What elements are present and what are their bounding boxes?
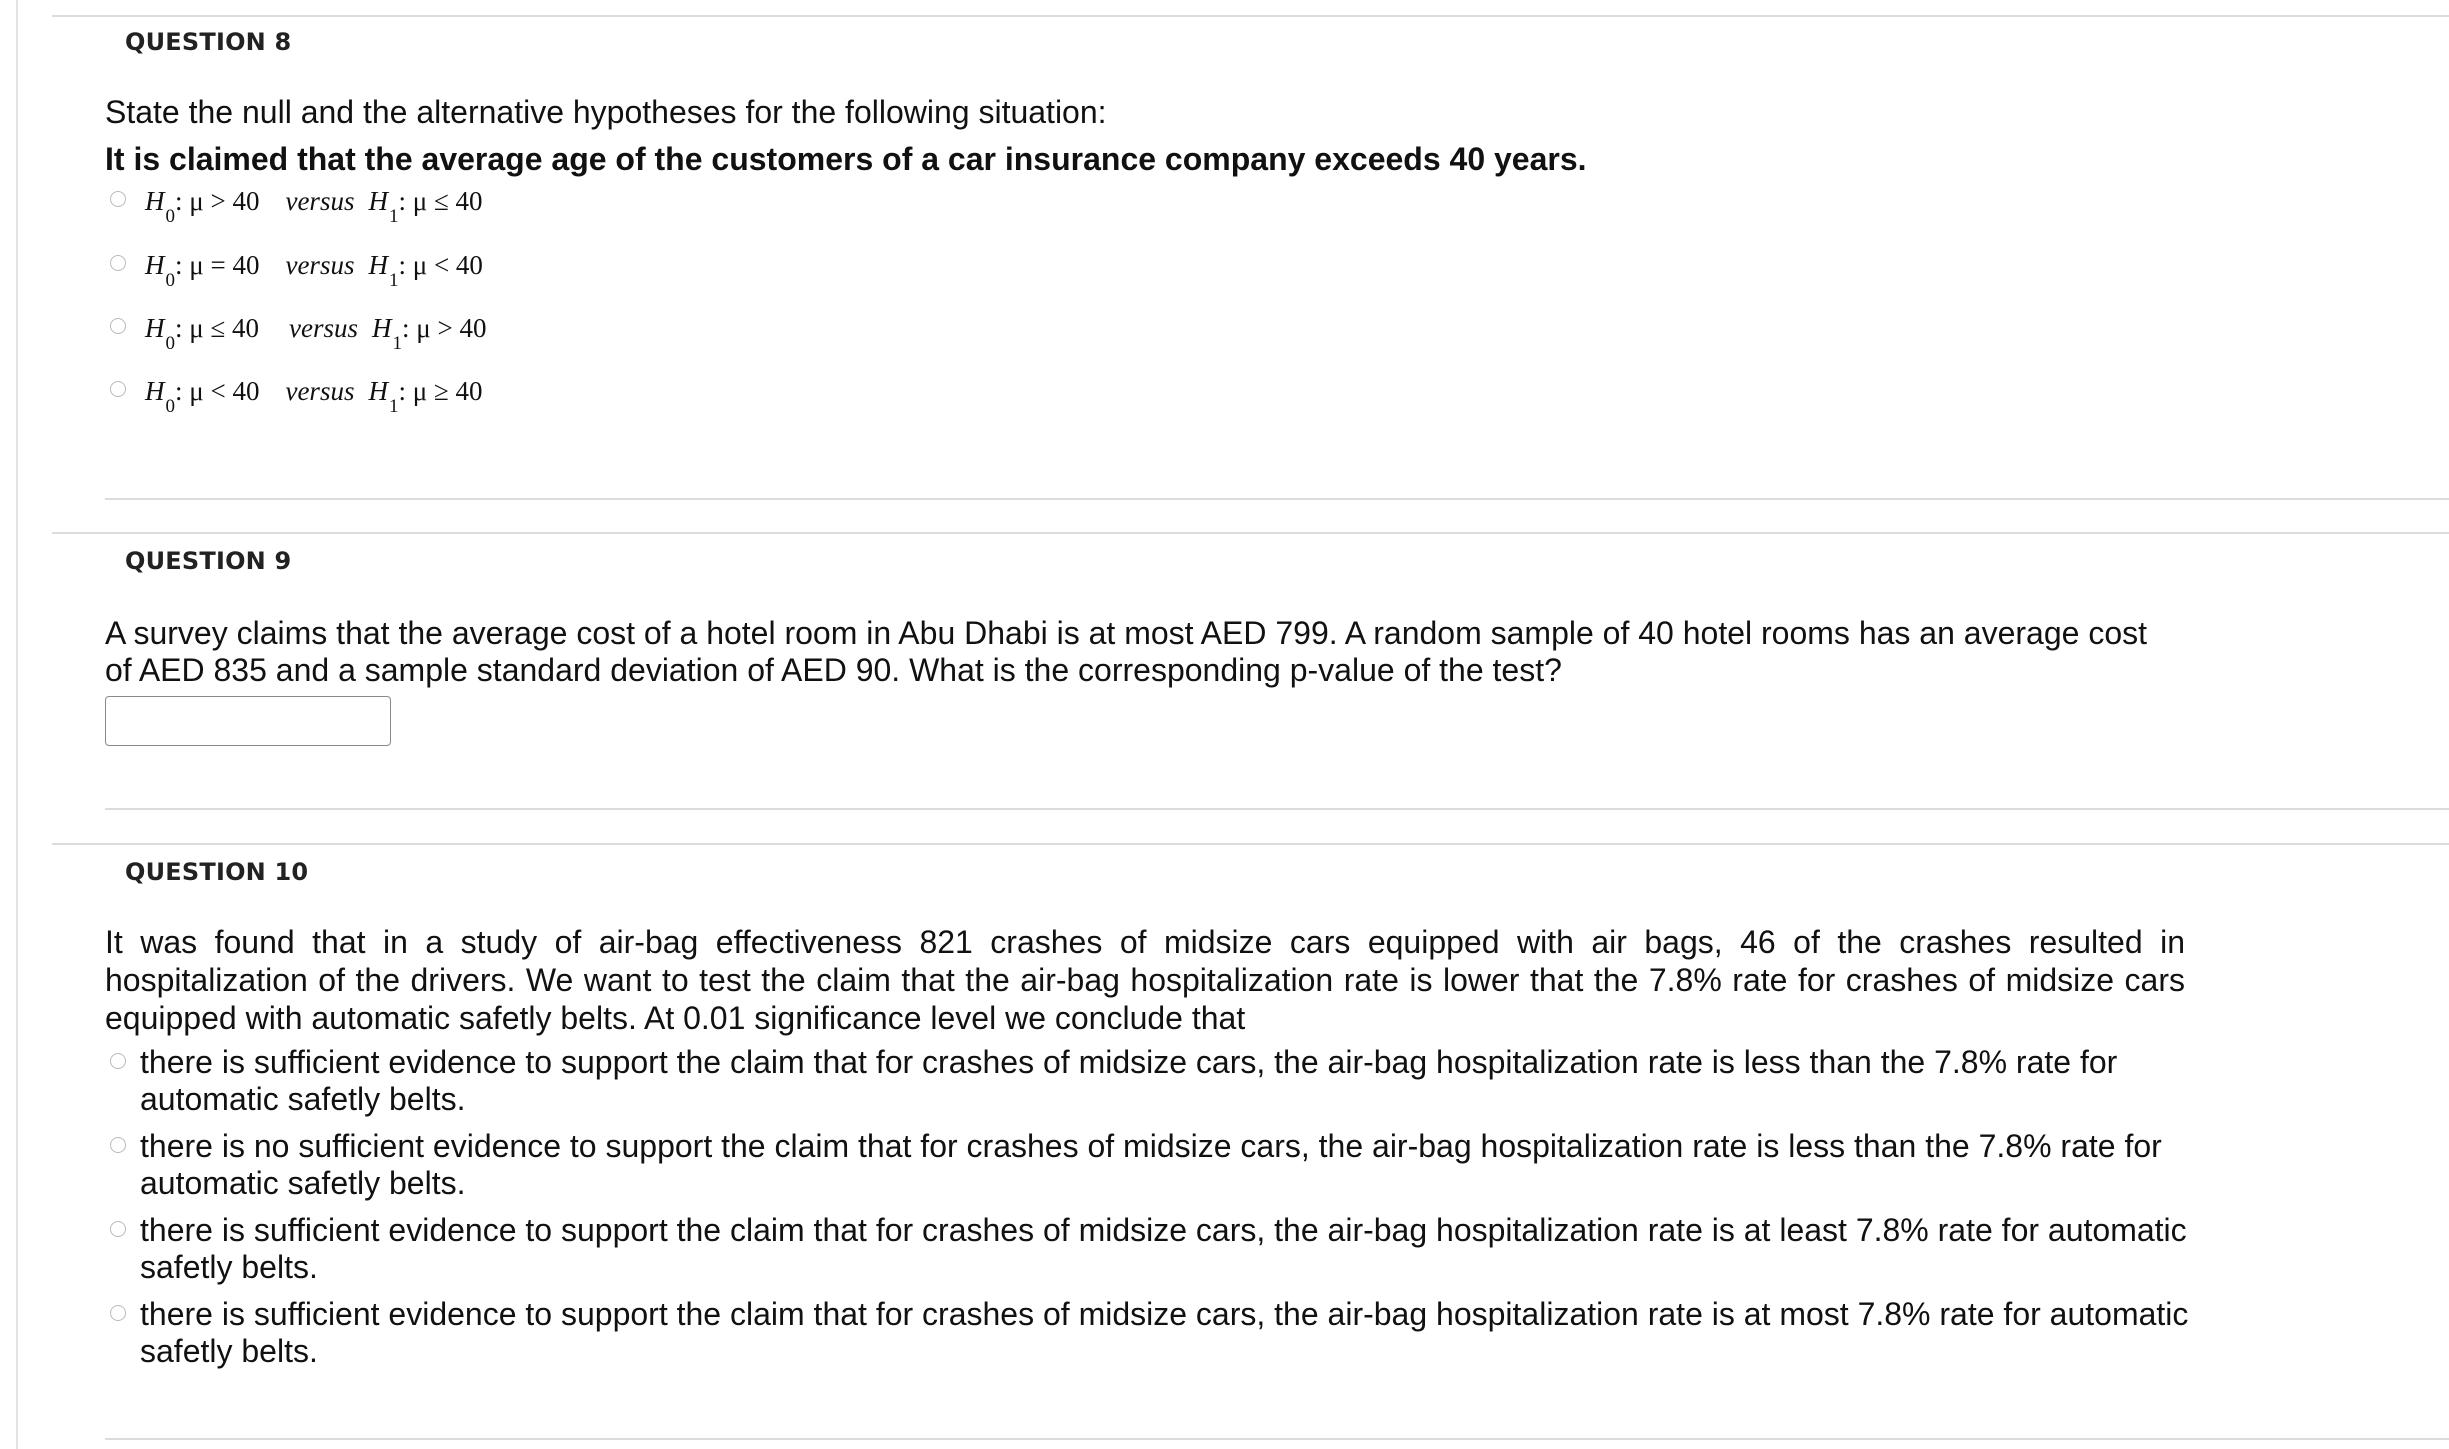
question-9-heading: QUESTION 9 <box>125 547 292 575</box>
q10-bottom-divider <box>105 1438 2449 1440</box>
q10-top-divider <box>52 843 2449 845</box>
q10-option-3-label: there is sufficient evidence to support the claim that for crashes of midsize cars, the air-bag hospitalization rate is at least 7.8% rate for automatic safetly belts. <box>140 1212 2187 1285</box>
q10-option-1-label: there is sufficient evidence to support the claim that for crashes of midsize cars, the air-bag hospitalization rate is less than the 7.8% rate for automatic safetly belts. <box>140 1044 2118 1117</box>
question-10-heading: QUESTION 10 <box>125 858 309 886</box>
q8-option-3-radio[interactable] <box>110 318 126 334</box>
q10-option-4-label: there is sufficient evidence to support the claim that for crashes of midsize cars, the air-bag hospitalization rate is at most 7.8% rate for automatic safetly belts. <box>140 1296 2189 1369</box>
q8-option-2-radio[interactable] <box>110 255 126 271</box>
question-9-prompt-line-2: of AED 835 and a sample standard deviation of AED 90. What is the corresponding p-value of the test? <box>105 652 1562 688</box>
q8-option-1-radio[interactable] <box>110 191 126 207</box>
q10-option-4-radio[interactable] <box>110 1305 126 1321</box>
question-8-claim: It is claimed that the average age of the customers of a car insurance company exceeds 40 years. <box>105 141 1587 177</box>
q8-option-3-label: H 0 : μ ≤ 40 versus H 1 : μ > 40 <box>145 313 487 354</box>
q10-option-2-label: there is no sufficient evidence to support the claim that for crashes of midsize cars, the air-bag hospitalization rate is less than the 7.8% rate for automatic safetly belts. <box>140 1128 2162 1201</box>
q9-bottom-divider <box>105 808 2449 810</box>
question-8-prompt: State the null and the alternative hypotheses for the following situation: <box>105 94 1107 130</box>
q10-option-3-radio[interactable] <box>110 1221 126 1237</box>
question-10-prompt: It was found that in a study of air-bag effectiveness 821 crashes of midsize cars equipped with air bags, 46 of the crashes resulted in hospitalization of the drivers. We want to test the claim that the air-bag hospitalization rate is lower that the 7.8% rate for crashes of midsize cars equipped with automatic safetly belts. At 0.01 significance level we conclude that <box>105 924 2185 1036</box>
question-8-heading: QUESTION 8 <box>125 28 292 56</box>
q8-option-4-label: H 0 : μ < 40 versus H 1 : μ ≥ 40 <box>145 376 483 417</box>
q9-top-divider <box>52 532 2449 534</box>
question-9-prompt-line-1: A survey claims that the average cost of a hotel room in Abu Dhabi is at most AED 799. A random sample of 40 hotel rooms has an average cost <box>105 615 2147 651</box>
q8-bottom-divider <box>105 498 2449 500</box>
q8-option-4-radio[interactable] <box>110 381 126 397</box>
page-left-border <box>16 0 18 1449</box>
q8-option-1-label: H 0 : μ > 40 versus H 1 : μ ≤ 40 <box>145 186 483 227</box>
q8-top-divider <box>52 15 2449 17</box>
q10-option-1-radio[interactable] <box>110 1053 126 1069</box>
q8-option-2-label: H 0 : μ = 40 versus H 1 : μ < 40 <box>145 250 483 291</box>
q10-option-2-radio[interactable] <box>110 1137 126 1153</box>
q9-answer-input[interactable] <box>105 696 391 746</box>
